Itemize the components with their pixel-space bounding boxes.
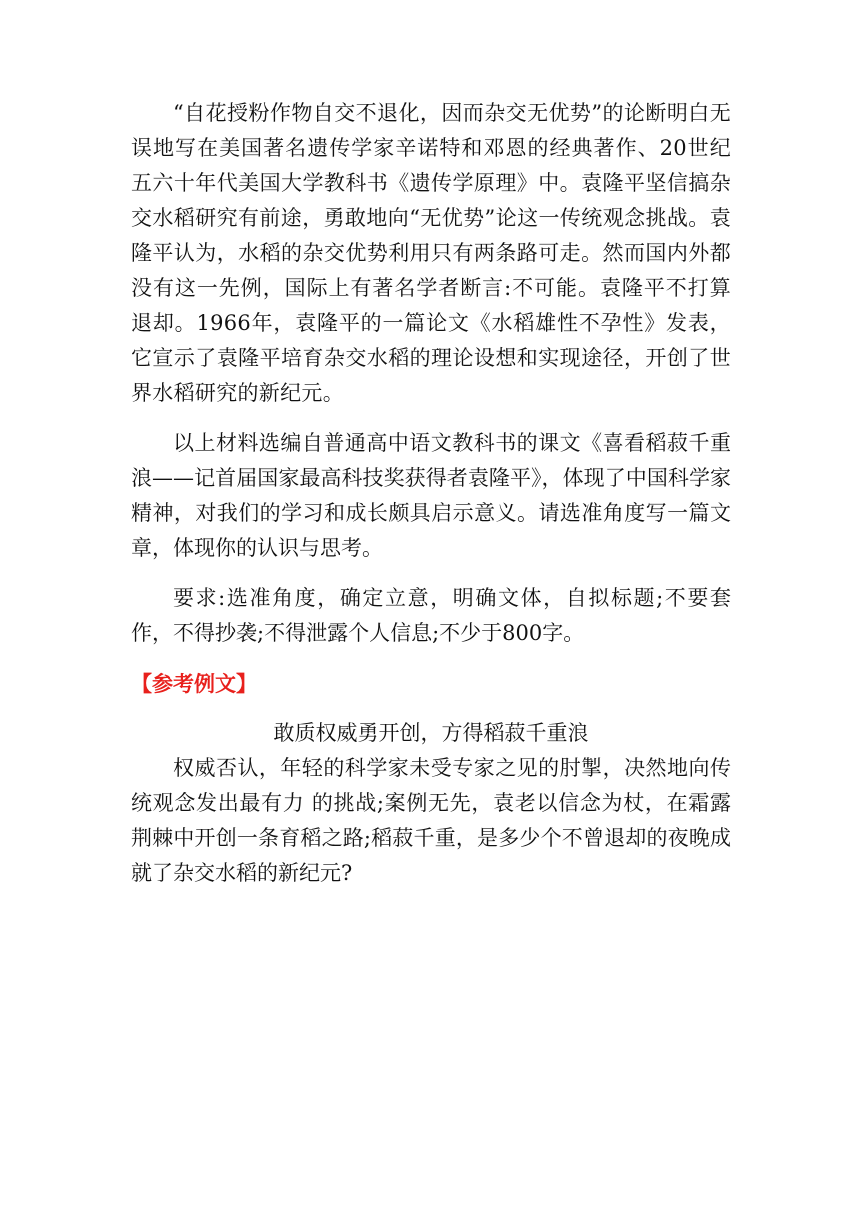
sample-essay-paragraph-1: 权威否认，年轻的科学家未受专家之见的肘掣，决然地向传统观念发出最有力 的挑战;案例无先，袁老以信念为杖，在霜露荆棘中开创一条育稻之路;稻菽千重，是多少个不曾退却的夜晚成就了杂交水稻的新纪元? [131,756,731,885]
sample-essay-heading: 【参考例文】 [131,671,257,696]
requirements-paragraph: 要求:选准角度，确定立意，明确文体，自拟标题;不要套作，不得抄袭;不得泄露个人信息;不少于800字。 [131,586,731,645]
sample-essay-title: 敢质权威勇开创，方得稻菽千重浪 [273,721,589,745]
document-page [131,96,731,891]
material-paragraph-2: 以上材料选编自普通高中语文教科书的课文《喜看稻菽千重浪——记首届国家最高科技奖获得者袁隆平》，体现了中国科学家精神，对我们的学习和成长颇具启示意义。请选准角度写一篇文章，体现你的认识与思考。 [131,431,731,560]
material-paragraph-1: “自花授粉作物自交不退化，因而杂交无优势”的论断明白无误地写在美国著名遗传学家辛诺特和邓恩的经典著作、20世纪五六十年代美国大学教科书《遗传学原理》中。袁隆平坚信搞杂交水稻研究有前途，勇敢地向“无优势”论这一传统观念挑战。袁隆平认为，水稻的杂交优势利用只有两条路可走。然而国内外都没有这一先例，国际上有著名学者断言:不可能。袁隆平不打算退却。1966年，袁隆平的一篇论文《水稻雄性不孕性》发表，它宣示了袁隆平培育杂交水稻的理论设想和实现途径，开创了世界水稻研究的新纪元。 [131,101,731,405]
